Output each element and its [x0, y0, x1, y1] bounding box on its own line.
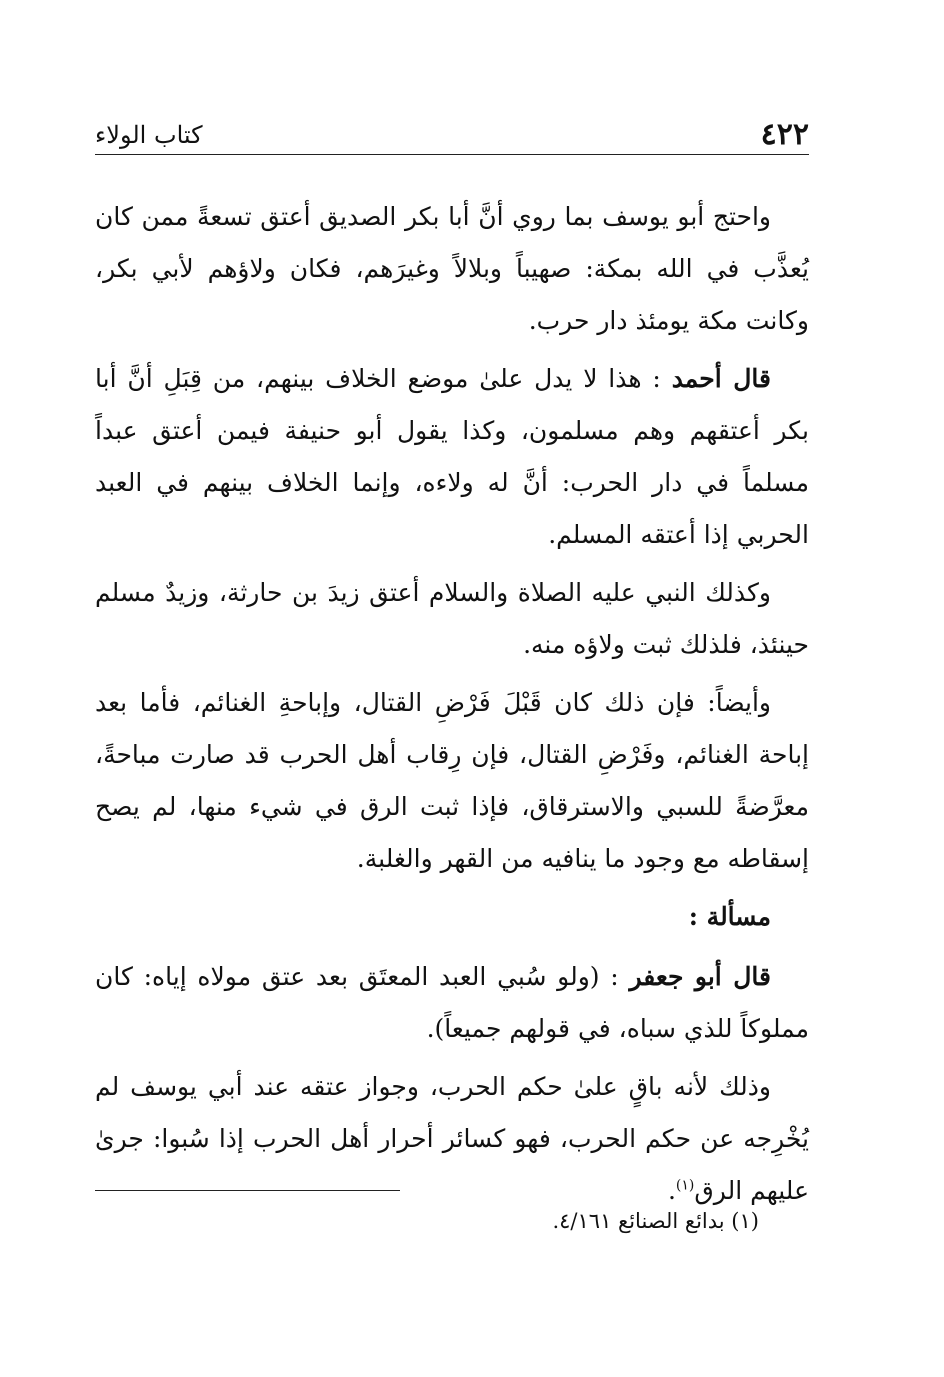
paragraph-tail: .	[667, 1176, 676, 1205]
paragraph-lead: قال أحمد	[671, 364, 771, 393]
paragraph-3	[95, 567, 809, 671]
paragraph-6	[95, 951, 809, 1055]
paragraph-2	[95, 353, 809, 561]
footnote-reference[interactable]: (١)	[675, 1177, 695, 1194]
paragraph-text: وذلك لأنه باقٍ علىٰ حكم الحرب، وجواز عتقه عند أبي يوسف لم يُخْرِجه عن حكم الحرب، فهو كسائر أحرار أهل الحرب إذا سُبوا: جرىٰ عليهم الرق	[95, 1072, 809, 1205]
paragraph-7	[95, 1061, 809, 1217]
paragraph-text: : هذا لا يدل علىٰ موضع الخلاف بينهم، من قِبَلِ أنَّ أبا بكر أعتقهم وهم مسلمون، وكذا يقول أبو حنيفة فيمن أعتق عبداً مسلماً في دار الحرب: أنَّ له ولاءه، وإنما الخلاف بينهم في العبد الحربي إذا أعتقه المسلم.	[95, 364, 809, 549]
book-page	[95, 110, 809, 1290]
paragraph-text: : (ولو سُبي العبد المعتَق بعد عتق مولاه إياه: كان مملوكاً للذي سباه، في قولهم جميعاً).	[95, 962, 809, 1043]
footnote-divider	[95, 1190, 400, 1191]
page-number: ٤٢٢	[760, 117, 809, 152]
page-body	[95, 191, 809, 1217]
paragraph-1	[95, 191, 809, 347]
paragraph-text: واحتج أبو يوسف بما روي أنَّ أبا بكر الصديق أعتق تسعةً ممن كان يُعذَّب في الله بمكة: صهيباً وبلالاً وغيرَهم، فكان ولاؤهم لأبي بكر، وكانت مكة يومئذ دار حرب.	[95, 202, 809, 335]
footnote: (١) بدائع الصنائع ٤/١٦١.	[552, 1209, 759, 1233]
section-heading	[95, 891, 809, 943]
paragraph-text: وكذلك النبي عليه الصلاة والسلام أعتق زيدَ بن حارثة، وزيدٌ مسلم حينئذ، فلذلك ثبت ولاؤه منه.	[95, 578, 809, 659]
paragraph-4	[95, 677, 809, 885]
paragraph-text: وأيضاً: فإن ذلك كان قَبْلَ فَرْضِ القتال، وإباحةِ الغنائم، فأما بعد إباحة الغنائم، وفَرْضِ القتال، فإن رِقاب أهل الحرب قد صارت مباحةً، معرَّضةً للسبي والاسترقاق، فإذا ثبت الرق في شيء منها، لم يصح إسقاطه مع وجود ما ينافيه من القهر والغلبة.	[95, 688, 809, 873]
paragraph-lead: قال أبو جعفر	[629, 962, 771, 991]
running-title: كتاب الولاء	[95, 121, 203, 149]
page-header	[95, 110, 809, 155]
section-heading-label: مسألة :	[688, 902, 771, 931]
